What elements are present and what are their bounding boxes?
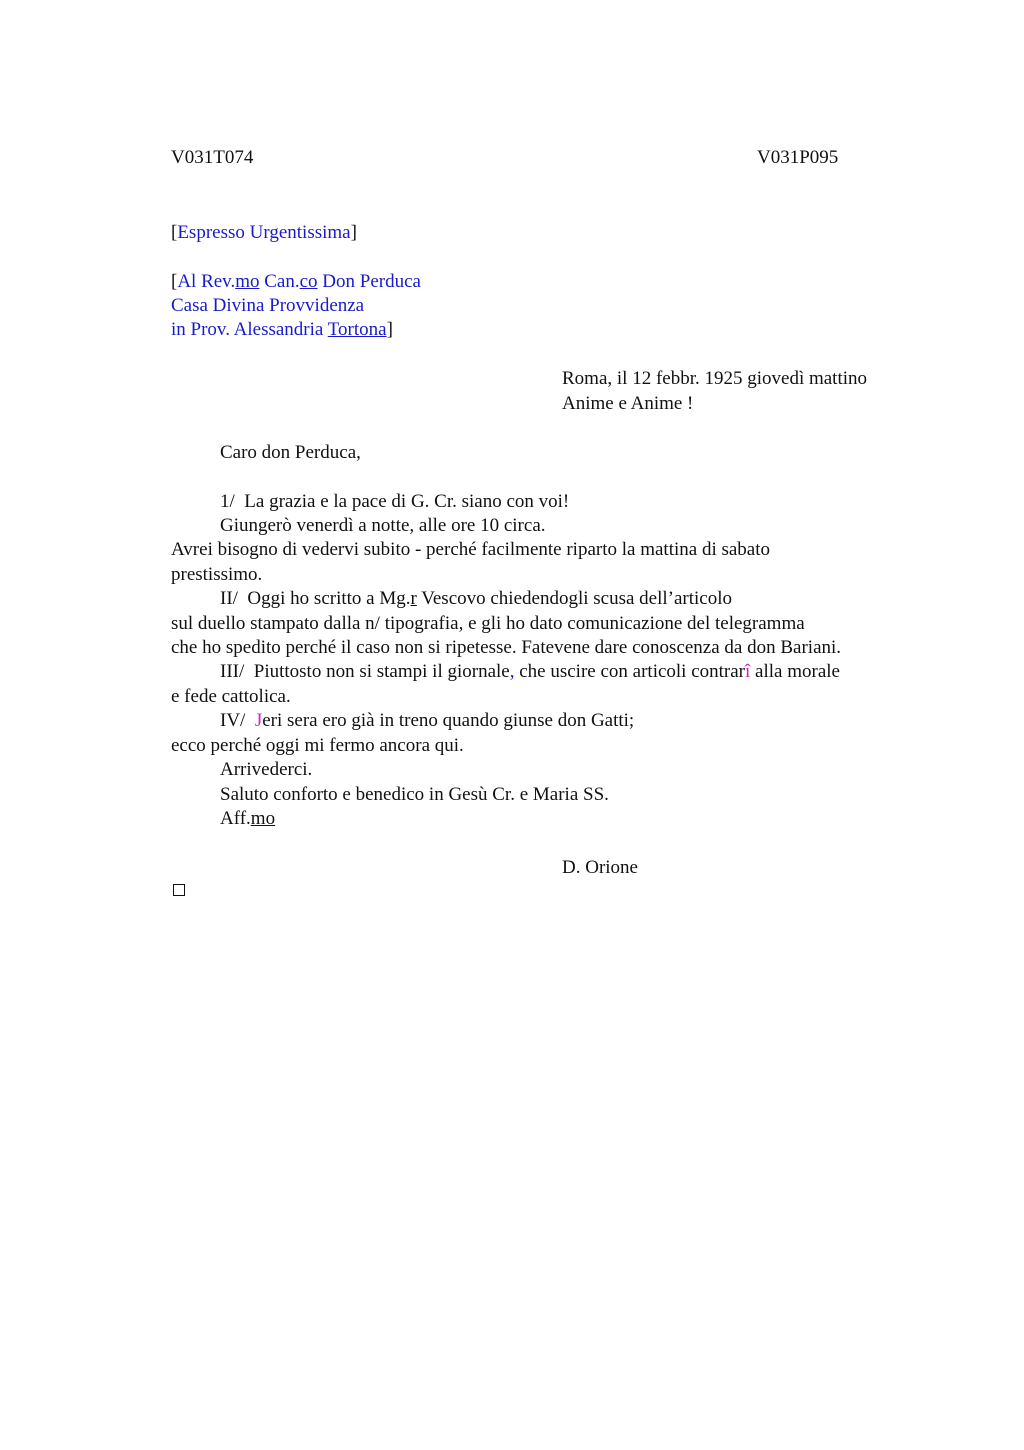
address-text: Al Rev. bbox=[177, 271, 236, 292]
delivery-text: Espresso Urgentissima bbox=[177, 222, 351, 243]
body-line bbox=[220, 710, 634, 732]
bracket-open: [ bbox=[171, 222, 178, 243]
body-line: sul duello stampato dalla n/ tipografia, e gli ho dato comunicazione del telegramma bbox=[171, 613, 805, 634]
body-line: ecco perché oggi mi fermo ancora qui. bbox=[171, 735, 464, 756]
body-text: alla morale bbox=[750, 661, 840, 682]
correction-mark: J bbox=[254, 710, 263, 731]
bracket-close: ] bbox=[350, 222, 357, 243]
body-text: che uscire con articoli contrar bbox=[514, 661, 746, 682]
correction-mark: î bbox=[745, 661, 751, 682]
bracket-close: ] bbox=[386, 319, 393, 340]
delivery-note bbox=[171, 222, 357, 244]
body-line: che ho spedito perché il caso non si ripetesse. Fatevene dare conoscenza da don Bariani. bbox=[171, 637, 842, 658]
abbrev-superscript: r bbox=[410, 588, 417, 609]
body-line bbox=[220, 588, 732, 610]
abbrev-superscript: mo bbox=[235, 271, 260, 292]
bracket-open: [ bbox=[171, 271, 178, 292]
body-text: Vescovo chiedendogli scusa dell’articolo bbox=[416, 588, 733, 609]
dateline: Roma, il 12 febbr. 1925 giovedì mattino bbox=[562, 368, 868, 389]
abbrev-superscript: mo bbox=[250, 808, 276, 829]
body-text: II/ Oggi ho scritto a Mg. bbox=[220, 588, 411, 609]
salutation: Caro don Perduca, bbox=[220, 442, 361, 463]
closing-line: Saluto conforto e benedico in Gesù Cr. e Maria SS. bbox=[220, 784, 609, 805]
body-line: Avrei bisogno di vedervi subito - perché facilmente riparto la mattina di sabato bbox=[171, 539, 771, 560]
body-text: III/ Piuttosto non si stampi il giornale bbox=[220, 661, 510, 682]
body-text: IV/ bbox=[220, 710, 255, 731]
body-line: 1/ La grazia e la pace di G. Cr. siano con voi! bbox=[220, 491, 570, 512]
body-line: e fede cattolica. bbox=[171, 686, 291, 707]
signature: D. Orione bbox=[562, 857, 638, 878]
doc-code-left: V031T074 bbox=[171, 147, 254, 168]
address-city: Tortona bbox=[327, 319, 387, 340]
abbrev-superscript: co bbox=[299, 271, 318, 292]
address-line-3 bbox=[171, 319, 393, 341]
closing-line: Arrivederci. bbox=[220, 759, 313, 780]
body-line bbox=[220, 661, 840, 683]
address-text: Don Perduca bbox=[317, 271, 421, 292]
address-line-2: Casa Divina Provvidenza bbox=[171, 295, 365, 316]
address-text: Can. bbox=[259, 271, 300, 292]
doc-code-right: V031P095 bbox=[757, 147, 839, 168]
body-text: eri sera ero già in treno quando giunse don Gatti; bbox=[262, 710, 635, 731]
address-text: in Prov. Alessandria bbox=[171, 319, 328, 340]
motto: Anime e Anime ! bbox=[562, 393, 694, 414]
closing-line bbox=[220, 808, 275, 830]
body-line: Giungerò venerdì a notte, alle ore 10 circa. bbox=[220, 515, 546, 536]
body-text: Aff. bbox=[220, 808, 251, 829]
editorial-comma: , bbox=[509, 661, 515, 682]
end-marker-box-icon bbox=[173, 884, 185, 896]
address-line-1 bbox=[171, 271, 421, 293]
body-line: prestissimo. bbox=[171, 564, 263, 585]
